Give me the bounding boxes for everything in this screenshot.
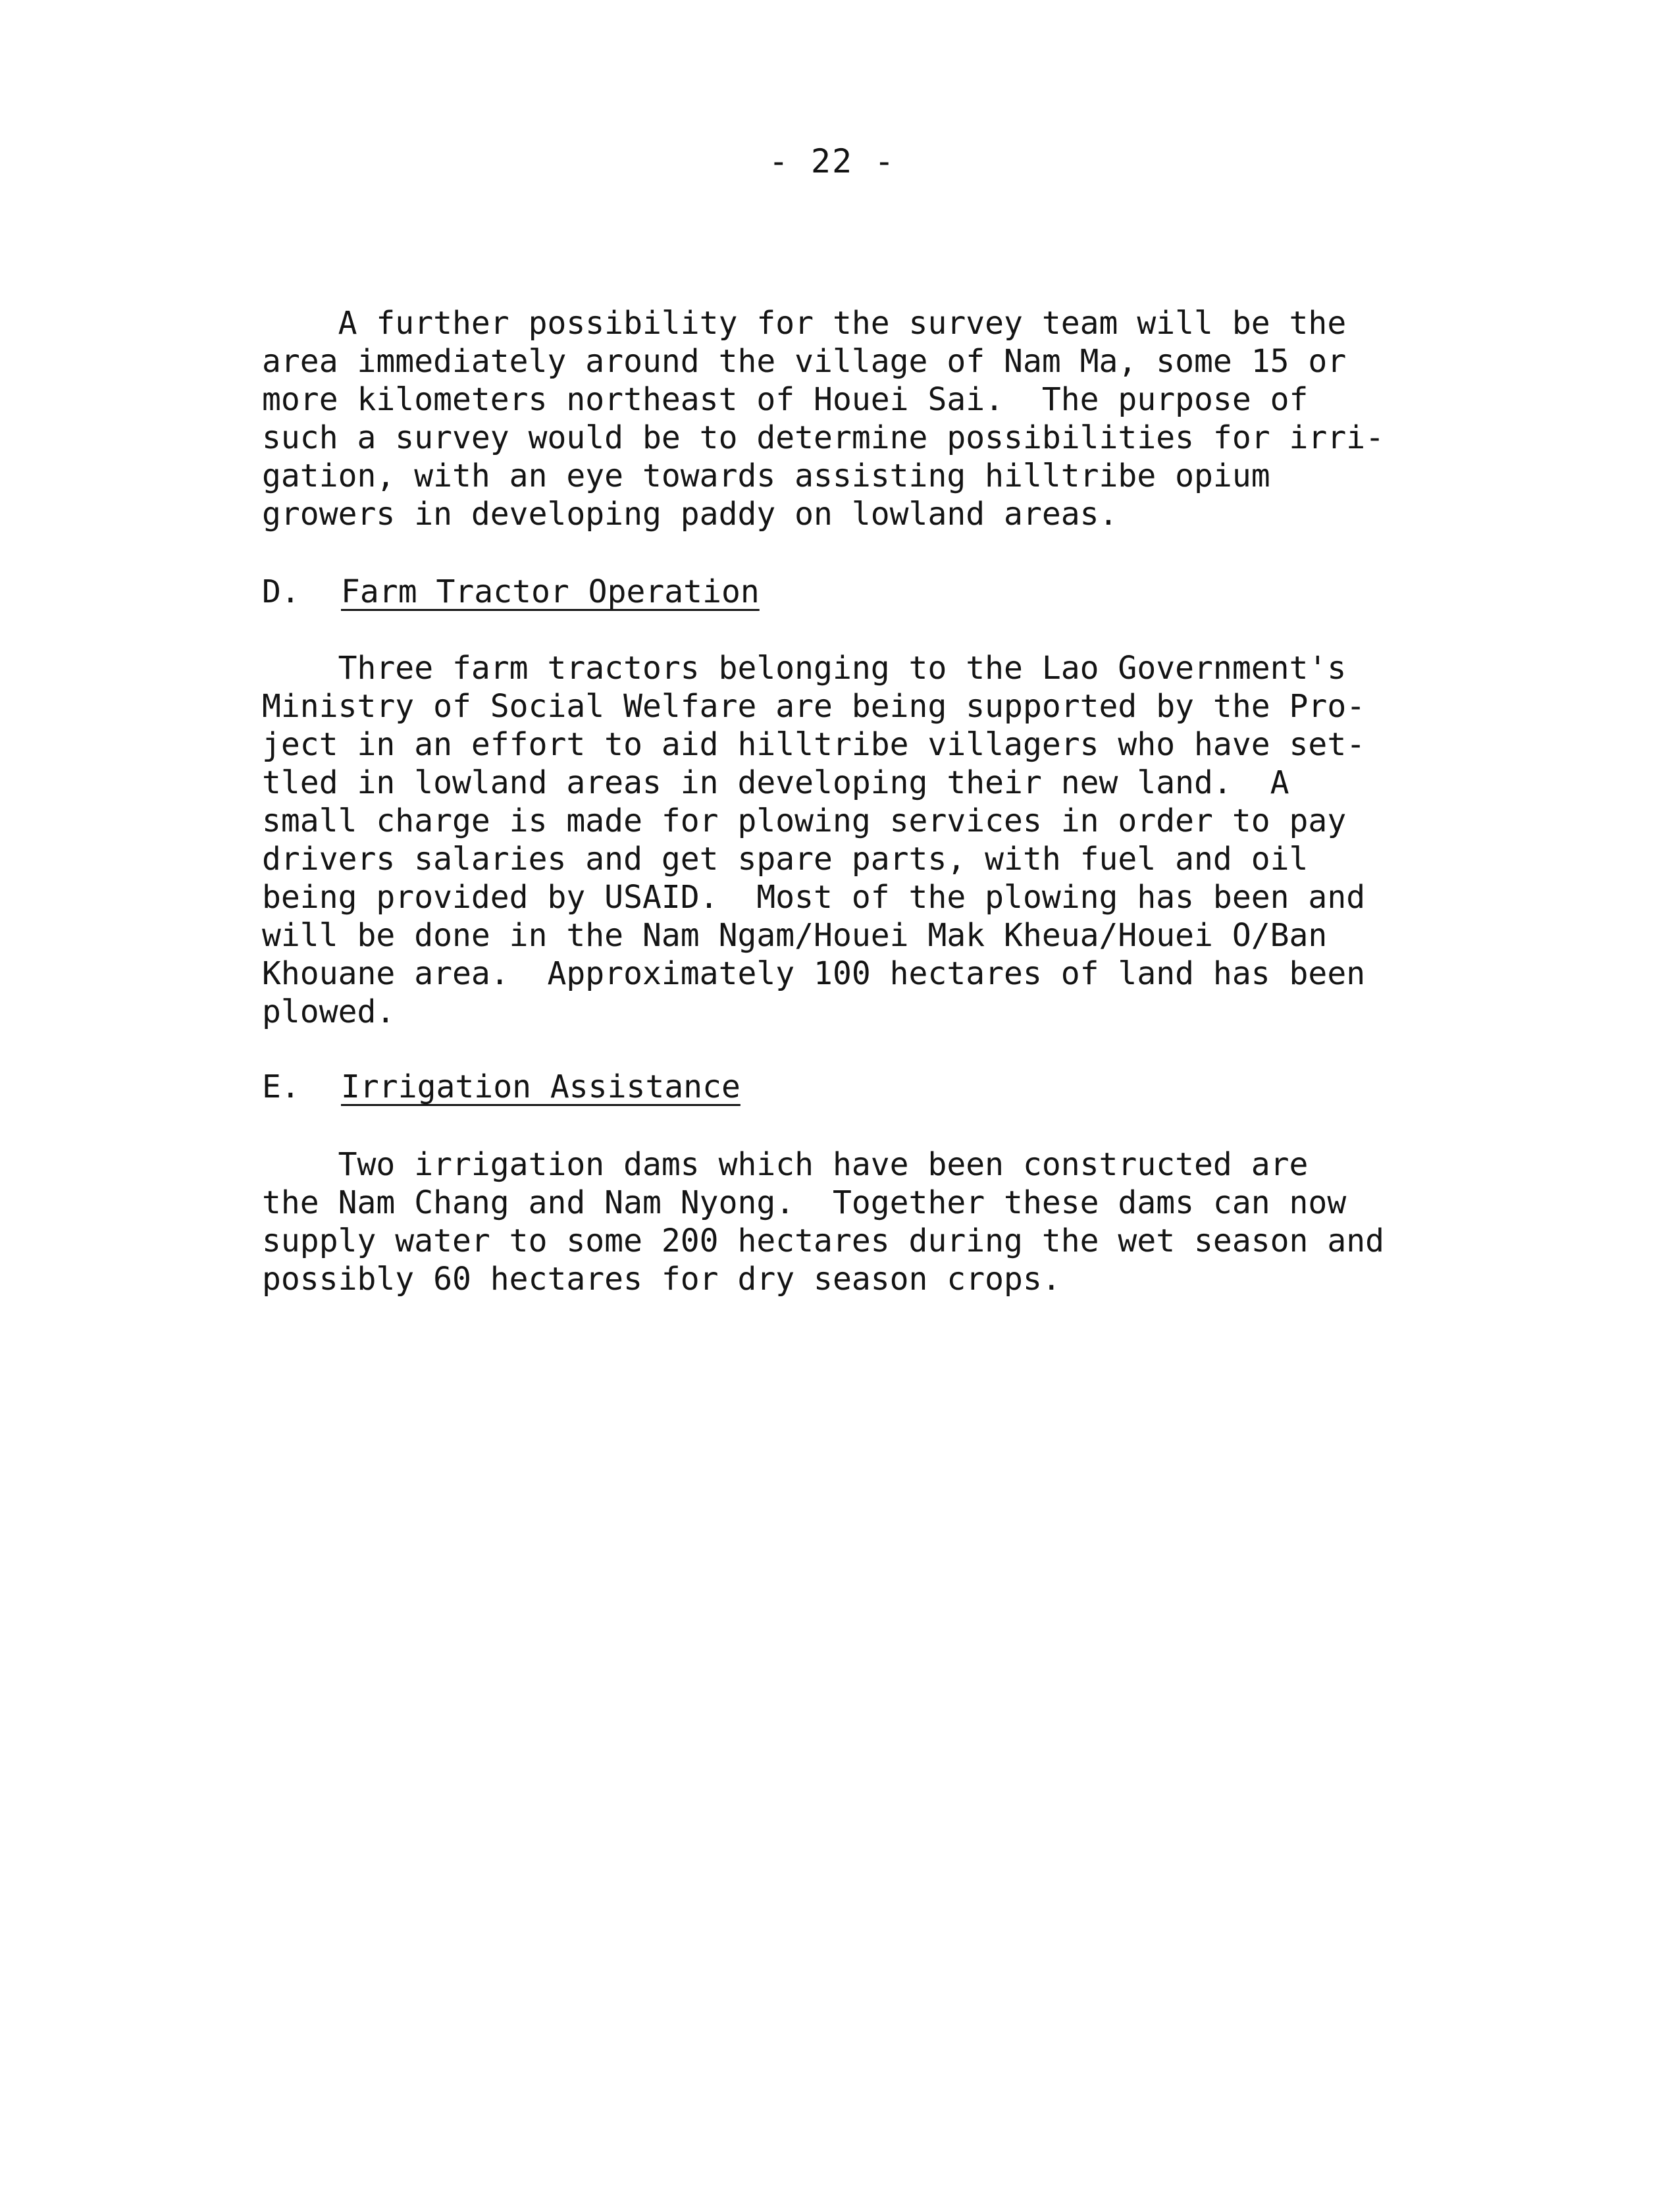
text-line: Khouane area. Approximately 100 hectares of land has been	[262, 955, 1366, 992]
paragraph-farm-tractor	[262, 649, 1447, 1031]
text-line: ject in an effort to aid hilltribe villagers who have set-	[262, 726, 1366, 763]
text-line: small charge is made for plowing services in order to pay	[262, 803, 1347, 839]
text-line: area immediately around the village of Nam Ma, some 15 or	[262, 343, 1347, 380]
text-line: drivers salaries and get spare parts, with fuel and oil	[262, 841, 1309, 878]
section-title: Farm Tractor Operation	[341, 573, 760, 610]
section-heading-d	[262, 573, 760, 611]
section-heading-e	[262, 1068, 741, 1106]
text-line: more kilometers northeast of Houei Sai. The purpose of	[262, 381, 1309, 418]
text-line: Three farm tractors belonging to the Lao Government's	[262, 650, 1347, 687]
text-line: possibly 60 hectares for dry season crops.	[262, 1261, 1061, 1298]
text-line: supply water to some 200 hectares during the wet season and	[262, 1223, 1385, 1259]
text-line: the Nam Chang and Nam Nyong. Together these dams can now	[262, 1184, 1347, 1221]
text-line: gation, with an eye towards assisting hilltribe opium	[262, 458, 1270, 494]
text-line: Ministry of Social Welfare are being supported by the Pro-	[262, 688, 1366, 725]
page-number: - 22 -	[768, 142, 896, 180]
text-line: tled in lowland areas in developing their new land. A	[262, 764, 1289, 801]
text-line: will be done in the Nam Ngam/Houei Mak Kheua/Houei O/Ban	[262, 917, 1328, 954]
text-line: Two irrigation dams which have been constructed are	[262, 1146, 1309, 1183]
text-line: such a survey would be to determine possibilities for irri-	[262, 419, 1385, 456]
paragraph-irrigation	[262, 1146, 1447, 1298]
text-line: growers in developing paddy on lowland areas.	[262, 496, 1118, 533]
text-line: being provided by USAID. Most of the plowing has been and	[262, 879, 1366, 916]
section-title: Irrigation Assistance	[341, 1068, 741, 1105]
text-line: plowed.	[262, 993, 396, 1030]
text-line: A further possibility for the survey team will be the	[262, 305, 1347, 342]
paragraph-survey	[262, 304, 1447, 533]
section-letter: D.	[262, 573, 300, 610]
section-letter: E.	[262, 1068, 300, 1105]
